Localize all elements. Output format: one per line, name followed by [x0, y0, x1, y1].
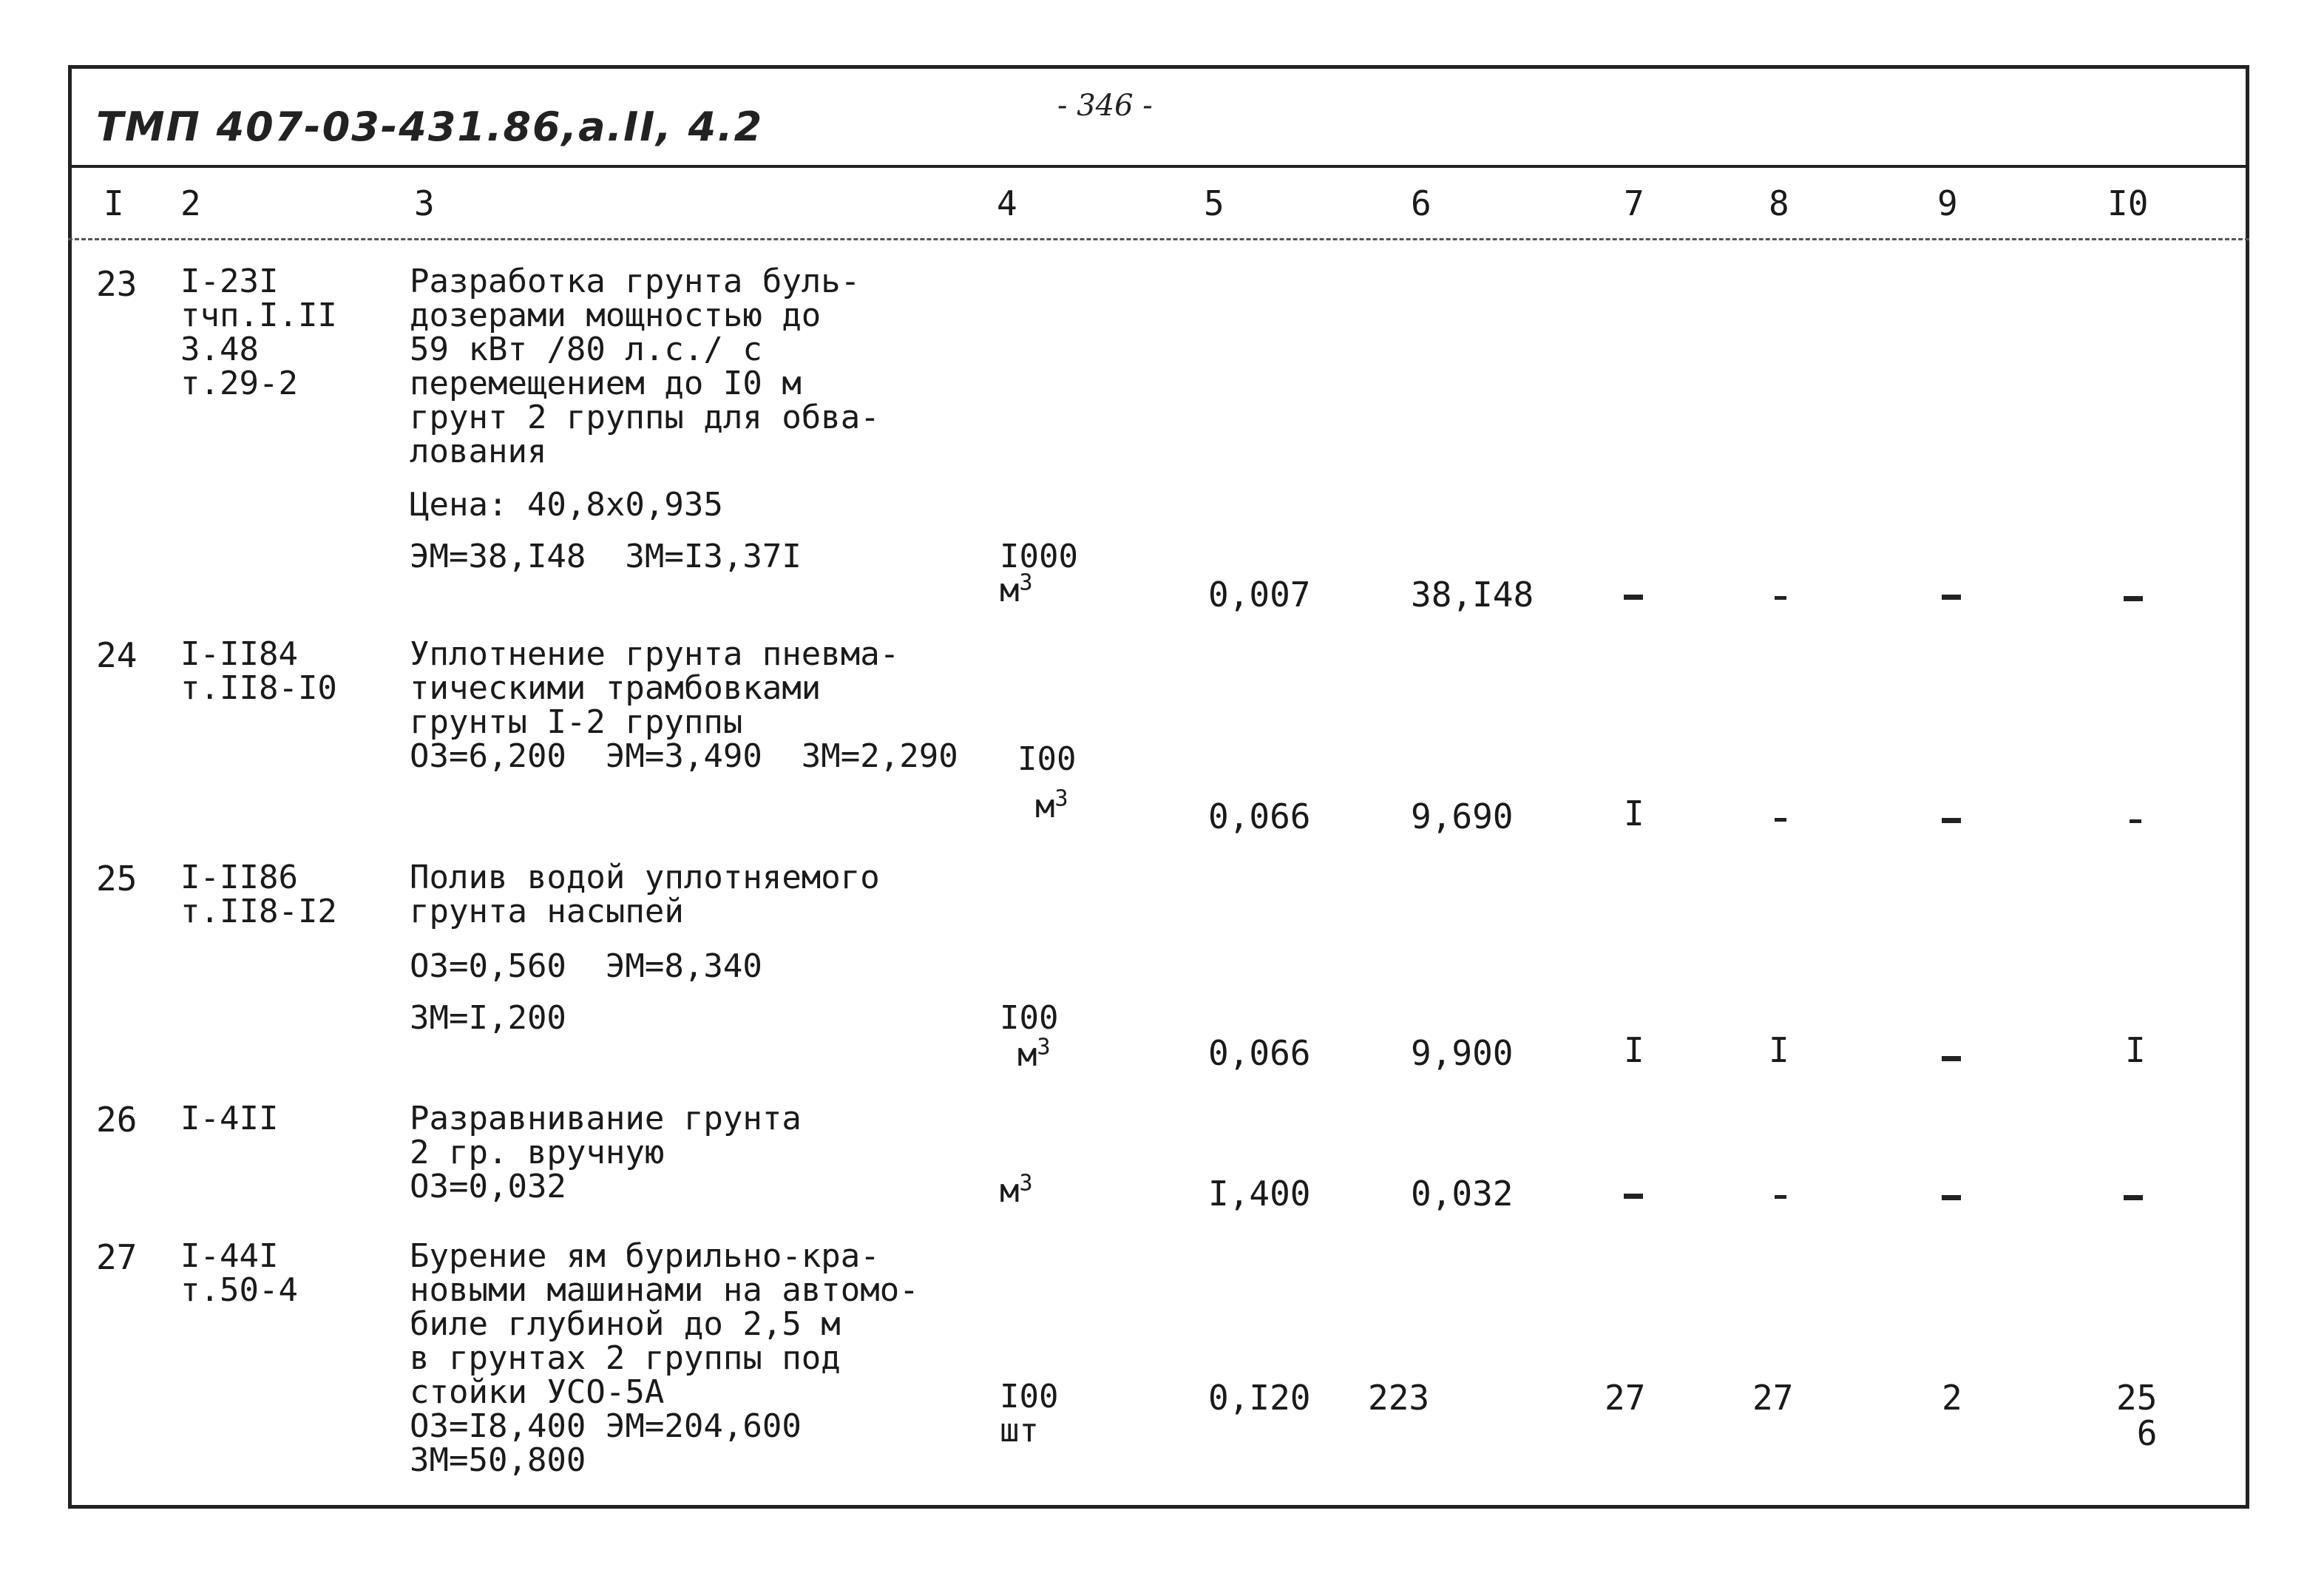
row-23-col10-dash [2124, 596, 2143, 601]
row-24-col9-dash [1942, 818, 1961, 823]
row-23-code: I-23I тчп.I.II 3.48 т.29-2 [180, 263, 337, 402]
document-frame [68, 65, 2249, 1509]
col-header-4: 4 [997, 183, 1017, 223]
row-27-col7: 27 [1605, 1378, 1646, 1418]
row-25-col6: 9,900 [1411, 1033, 1514, 1073]
row-23-description: Разработка грунта буль- дозерами мощностью до 59 кВт /80 л.с./ с перемещением до I0 м грунт 2 группы для обва- лования [410, 263, 880, 470]
row-25-description: Полив водой уплотняемого грунта насыпей [410, 859, 880, 930]
col-header-7: 7 [1624, 183, 1644, 223]
row-25-quantity: 0,066 [1208, 1033, 1311, 1073]
row-23-col9-dash [1942, 595, 1961, 600]
col-header-10: I0 [2107, 183, 2149, 223]
col-header-3: 3 [414, 183, 435, 223]
row-27-col10: 25 6 [2116, 1378, 2158, 1453]
row-23-coefficients: ЭМ=38,I48 ЗМ=I3,37I [410, 538, 802, 575]
row-27-unit-top: I00 [1000, 1378, 1059, 1415]
row-24-col10-dash [2130, 819, 2141, 823]
document-stamp: ТМП 407-03-431.86,а.II, 4.2 [96, 104, 764, 150]
title-divider [72, 165, 2246, 168]
row-24-quantity: 0,066 [1208, 796, 1311, 836]
row-25-col7: I [1624, 1030, 1644, 1070]
row-25-coefficients-1: ОЗ=0,560 ЭМ=8,340 [410, 947, 762, 985]
row-24-number: 24 [96, 635, 138, 675]
row-26-code: I-4II [180, 1100, 279, 1137]
row-27-quantity: 0,I20 [1208, 1378, 1311, 1418]
row-23-quantity: 0,007 [1208, 575, 1311, 615]
row-27-unit: шт [1000, 1412, 1039, 1449]
row-24-unit-top: I00 [1017, 740, 1077, 778]
col-header-6: 6 [1411, 183, 1432, 223]
row-26-col10-dash [2124, 1195, 2143, 1200]
row-24-col6: 9,690 [1411, 796, 1514, 836]
row-24-description: Уплотнение грунта пневма- тическими трамбовками грунты I-2 группы ОЗ=6,200 ЭМ=3,490 ЗМ=2,290 [410, 635, 958, 775]
row-26-unit: $м^3$ [1000, 1170, 1033, 1210]
row-23-number: 23 [96, 264, 138, 304]
row-27-code: I-44I т.50-4 [180, 1237, 298, 1309]
col-header-8: 8 [1769, 183, 1789, 223]
row-25-col10: I [2125, 1030, 2146, 1070]
row-23-col8-dash [1775, 596, 1786, 600]
row-26-number: 26 [96, 1100, 138, 1140]
row-27-col9: 2 [1942, 1378, 1962, 1418]
row-23-price: Цена: 40,8х0,935 [410, 486, 723, 524]
row-27-col6: 223 [1368, 1378, 1430, 1418]
row-27-number: 27 [96, 1237, 138, 1277]
row-24-code: I-II84 т.II8-I0 [180, 635, 337, 707]
row-25-coefficients-2: ЗМ=I,200 [410, 999, 566, 1037]
row-23-col6: 38,I48 [1411, 575, 1534, 615]
col-header-1: I [104, 183, 124, 223]
row-26-description: Разравнивание грунта 2 гр. вручную ОЗ=0,032 [410, 1100, 802, 1205]
col-header-5: 5 [1204, 183, 1224, 223]
row-24-col7: I [1624, 794, 1644, 833]
row-23-col7-dash [1624, 595, 1643, 600]
row-25-col9-dash [1942, 1056, 1961, 1061]
row-23-unit-top: I000 [1000, 538, 1078, 575]
row-25-unit: $м^3$ [1017, 1034, 1051, 1074]
row-25-col8: I [1769, 1030, 1789, 1070]
row-23-unit: $м^3$ [1000, 569, 1033, 609]
col-header-9: 9 [1937, 183, 1958, 223]
row-27-description: Бурение ям бурильно-кра- новыми машинами на автомо- биле глубиной до 2,5 м в грунтах 2 группы под стойки УСО-5А ОЗ=I8,400 ЭМ=204,600 ЗМ=50,800 [410, 1237, 919, 1479]
row-26-col6: 0,032 [1411, 1174, 1514, 1214]
row-26-quantity: I,400 [1208, 1174, 1311, 1214]
row-24-unit: $м^3$ [1035, 785, 1068, 825]
col-header-2: 2 [180, 183, 201, 223]
row-25-number: 25 [96, 859, 138, 899]
row-26-col9-dash [1942, 1195, 1961, 1200]
row-25-code: I-II86 т.II8-I2 [180, 859, 337, 930]
row-25-unit-top: I00 [1000, 999, 1059, 1037]
row-24-col8-dash [1775, 818, 1786, 822]
row-27-col8: 27 [1752, 1378, 1794, 1418]
page-number: - 346 - [1057, 89, 1153, 123]
row-26-col8-dash [1775, 1195, 1786, 1199]
header-divider [68, 238, 2249, 240]
row-26-col7-dash [1624, 1194, 1643, 1199]
